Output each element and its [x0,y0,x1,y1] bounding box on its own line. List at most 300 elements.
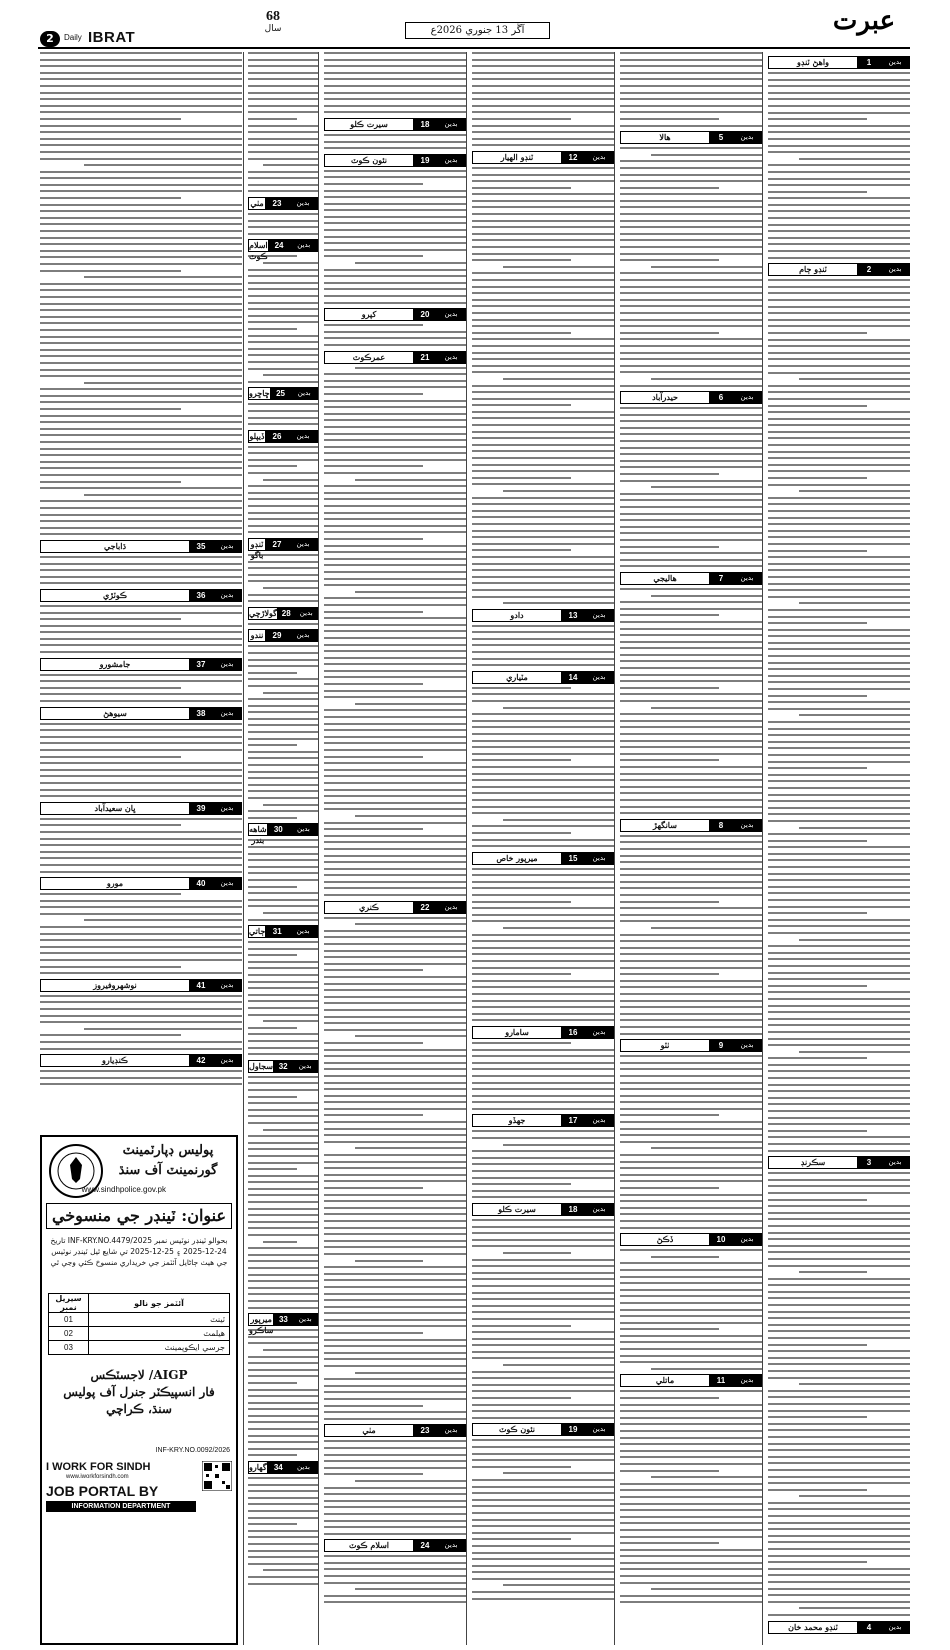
section-number: 16 [561,1027,585,1038]
text-line [620,1128,762,1130]
text-line [324,1365,466,1367]
text-line [40,151,242,153]
text-line [248,1007,318,1009]
section-tag: بدين [881,1622,909,1633]
text-line [248,711,318,713]
text-line [324,324,423,326]
text-line [768,72,910,74]
text-line [248,1477,318,1479]
text-line [620,1033,762,1035]
text-line [768,1192,910,1194]
section-heading [40,979,242,992]
text-line [40,105,242,107]
text-line [40,582,242,584]
text-line [620,233,762,235]
text-line [768,1350,910,1352]
text-line [248,1280,318,1282]
text-line [324,344,466,346]
text-line [768,85,910,87]
text-line [768,859,910,861]
text-line [620,1055,762,1057]
text-line [768,998,910,1000]
text-line [40,467,242,469]
text-line [248,118,297,120]
text-line [472,868,614,870]
text-line [472,180,614,182]
text-line [472,1459,614,1461]
text-line [40,250,242,252]
text-line [248,1563,318,1565]
text-line [324,413,466,415]
text-line [248,1293,318,1295]
section-heading [472,1026,614,1039]
text-line [768,1410,910,1412]
text-line [324,950,466,952]
text-line [620,740,762,742]
text-line [324,670,466,672]
text-line [768,991,910,993]
text-line [40,256,242,258]
text-line [472,1177,614,1179]
text-line [324,190,466,192]
text-line [472,700,614,702]
text-line [620,1568,762,1570]
text-line [324,525,466,527]
text-line [248,905,318,907]
text-line [248,1382,297,1384]
text-line [263,1020,318,1022]
text-line [620,641,762,643]
section-title: سامارو [505,1026,529,1037]
text-line [620,660,762,662]
text-line [248,177,318,179]
text-line [768,932,910,934]
text-line [768,243,910,245]
text-line [620,319,762,321]
text-line [620,1295,762,1297]
text-line [324,1240,466,1242]
text-line [248,678,318,680]
text-line [768,576,910,578]
text-line [620,546,719,548]
text-line [620,993,762,995]
text-line [40,972,242,974]
text-line [324,1220,466,1222]
text-line [768,1218,910,1220]
text-line [472,1196,614,1198]
text-line [324,472,466,474]
text-line [248,1162,318,1164]
text-line [248,1047,318,1049]
text-line [324,98,466,100]
section-tag: بدين [289,630,317,641]
section-tag: بدين [585,1204,613,1215]
text-line [324,936,466,938]
text-line [472,1150,614,1152]
text-line [248,967,318,969]
text-line [40,569,242,571]
text-line [324,1227,466,1229]
section-heading [248,823,318,846]
text-line [40,415,242,417]
text-line [768,925,910,927]
text-line [40,1077,242,1079]
text-line [248,361,318,363]
text-line [620,621,762,623]
text-line [324,400,466,402]
text-line [355,815,466,817]
section-tag: بدين [293,1061,317,1072]
text-line [768,1130,867,1132]
text-line [472,1331,614,1333]
section-number: 5 [709,132,733,143]
text-line [768,1291,910,1293]
text-line [503,1472,614,1474]
text-line [472,1101,614,1103]
text-line [472,118,571,120]
text-line [248,368,318,370]
text-line [248,1247,318,1249]
text-line [248,1155,318,1157]
text-line [324,1555,466,1557]
text-line [40,995,242,997]
news-column [768,52,910,1645]
news-column [324,52,466,1645]
text-line [324,943,466,945]
text-line [768,1084,910,1086]
text-line [768,1548,910,1550]
section-heading [768,263,910,276]
text-line [248,1300,318,1302]
text-line [40,1021,242,1023]
section-title: سيرت ڪلو [498,1204,536,1214]
text-line [324,624,466,626]
text-line [799,827,910,829]
text-line [768,965,910,967]
text-line [248,1267,318,1269]
section-number: 23 [413,1425,437,1436]
text-line [472,664,614,666]
text-line [248,1356,318,1358]
text-line [620,1555,762,1557]
text-line [620,1562,762,1564]
text-line [472,59,614,61]
section-heading [248,1313,318,1336]
text-line [472,138,614,140]
text-line [768,1117,910,1119]
text-line [248,498,318,500]
text-line [40,190,242,192]
text-line [620,920,762,922]
text-line [620,1227,762,1229]
text-line [620,713,762,715]
text-line [324,1440,466,1442]
text-line [768,1304,910,1306]
text-line [768,609,910,611]
text-line [40,217,242,219]
text-line [40,401,242,403]
text-line [324,637,466,639]
text-line [768,1502,910,1504]
text-line [248,886,297,888]
text-line [768,1143,910,1145]
text-line [620,1335,762,1337]
text-line [248,1342,318,1344]
text-line [324,1487,466,1489]
text-line [472,220,614,222]
text-line [40,514,242,516]
section-title: واهڻ ٽنڊو [797,57,829,67]
text-line [472,658,614,660]
section-tag: بدين [733,573,761,584]
text-line [768,1574,910,1576]
text-line [620,305,762,307]
text-line [324,236,466,238]
text-line [768,1123,910,1125]
text-line [248,190,318,192]
text-line [248,757,318,759]
text-line [472,530,614,532]
text-line [768,622,867,624]
text-line [620,352,762,354]
text-line [355,703,466,705]
text-line [248,131,318,133]
text-line [248,948,318,950]
text-line [324,269,466,271]
text-line [768,1024,910,1026]
text-line [40,926,242,928]
text-line [472,385,614,387]
text-line [40,237,242,239]
text-line [768,477,867,479]
text-line [472,516,614,518]
text-line [768,840,867,842]
text-line [620,1194,762,1196]
text-line [355,367,466,369]
text-line [248,567,318,569]
text-line [620,1249,762,1251]
text-line [248,85,318,87]
text-line [472,874,614,876]
text-line [324,1108,466,1110]
text-line [768,457,910,459]
text-line [768,1363,910,1365]
text-line [768,675,910,677]
text-line [324,498,466,500]
text-line [472,779,614,781]
text-line [768,1179,910,1181]
text-line [768,543,910,545]
text-line [620,1082,762,1084]
text-line [40,481,181,483]
section-number: 25 [270,388,292,399]
text-line [324,1467,466,1469]
text-line [768,1317,910,1319]
text-line [503,378,614,380]
text-line [248,220,318,222]
text-line [620,614,719,616]
text-line [40,85,242,87]
text-line [40,527,242,529]
text-line [472,52,614,54]
text-line [248,919,318,921]
text-line [768,517,910,519]
text-line [40,369,242,371]
text-line [472,200,614,202]
text-line [324,295,466,297]
text-line [40,421,242,423]
text-line [263,164,318,166]
text-line [768,98,910,100]
text-line [472,887,614,889]
text-line [472,582,614,584]
text-line [768,1172,910,1174]
text-line [248,1214,318,1216]
text-line [472,259,571,261]
text-line [472,1042,571,1044]
text-line [324,996,466,998]
text-line [620,1404,762,1406]
text-line [324,1520,466,1522]
text-line [324,657,466,659]
text-line [768,1110,910,1112]
text-line [620,98,762,100]
text-line [40,651,242,653]
text-line [620,513,762,515]
text-line [620,861,762,863]
text-line [620,1595,762,1597]
text-line [620,453,762,455]
text-line [248,705,318,707]
text-line [620,1141,762,1143]
text-line [248,275,318,277]
ad-title: عنوان: ٽينڊر جي منسوخي [46,1203,232,1229]
text-line [472,1371,614,1373]
text-line [620,967,762,969]
text-line [620,466,762,468]
text-line [324,1279,466,1281]
text-line [40,500,242,502]
section-heading [620,819,762,832]
text-line [768,800,910,802]
section-title: کپرو [361,309,377,320]
text-line [620,1489,762,1491]
text-line [248,899,318,901]
text-line [324,512,466,514]
text-line [472,953,614,955]
text-line [324,1493,466,1495]
text-line [651,266,762,268]
text-line [263,374,318,376]
text-line [40,533,242,535]
text-line [472,226,614,228]
text-line [324,571,466,573]
text-line [768,1018,910,1020]
text-line [40,441,242,443]
text-line [503,1584,614,1586]
section-title: ڏيپلو [249,430,265,441]
text-line [620,1443,762,1445]
text-line [324,855,466,857]
text-line [355,1372,466,1374]
text-line [324,134,466,136]
text-line [620,1207,762,1209]
text-line [324,1405,423,1407]
text-line [620,407,762,409]
text-line [40,52,242,54]
text-line [324,1141,466,1143]
section-number: 19 [561,1424,585,1435]
text-line [768,112,910,114]
section-number: 23 [265,198,289,209]
text-line [472,1245,614,1247]
text-line [503,1364,614,1366]
text-line [472,993,614,995]
text-line [40,1070,242,1072]
text-line [324,887,466,889]
section-title: ڪنري [358,901,380,912]
text-line [248,138,318,140]
text-line [40,72,242,74]
text-line [768,780,910,782]
text-line [472,1512,614,1514]
text-line [768,886,910,888]
text-line [620,1174,762,1176]
text-line [472,338,614,340]
text-line [248,1082,318,1084]
text-line [768,1265,910,1267]
text-line [324,331,466,333]
text-line [472,1095,614,1097]
text-line [248,580,318,582]
text-line [768,1489,867,1491]
text-line [472,1019,614,1021]
text-line [768,866,910,868]
text-line [40,1083,242,1085]
text-line [620,118,719,120]
text-line [324,1194,466,1196]
text-line [768,1090,910,1092]
text-line [40,838,242,840]
text-line [324,1339,466,1341]
text-line [472,431,614,433]
text-line [263,587,318,589]
text-line [248,1441,318,1443]
text-line [472,72,614,74]
text-line [768,1324,910,1326]
text-line [248,941,318,943]
text-line [620,1108,762,1110]
text-line [472,246,614,248]
text-line [620,65,762,67]
text-line [472,812,614,814]
text-line [355,479,466,481]
text-line [324,105,466,107]
text-line [472,312,614,314]
text-line [768,668,910,670]
section-tag: بدين [585,610,613,621]
text-line [472,125,614,127]
text-line [40,342,242,344]
text-line [248,1208,318,1210]
text-line [472,1130,614,1132]
job-portal-banner [46,1459,232,1521]
section-tag: بدين [213,708,241,719]
text-line [324,1513,466,1515]
text-line [40,625,242,627]
text-line [472,1446,614,1448]
section-tag: بدين [733,1040,761,1051]
